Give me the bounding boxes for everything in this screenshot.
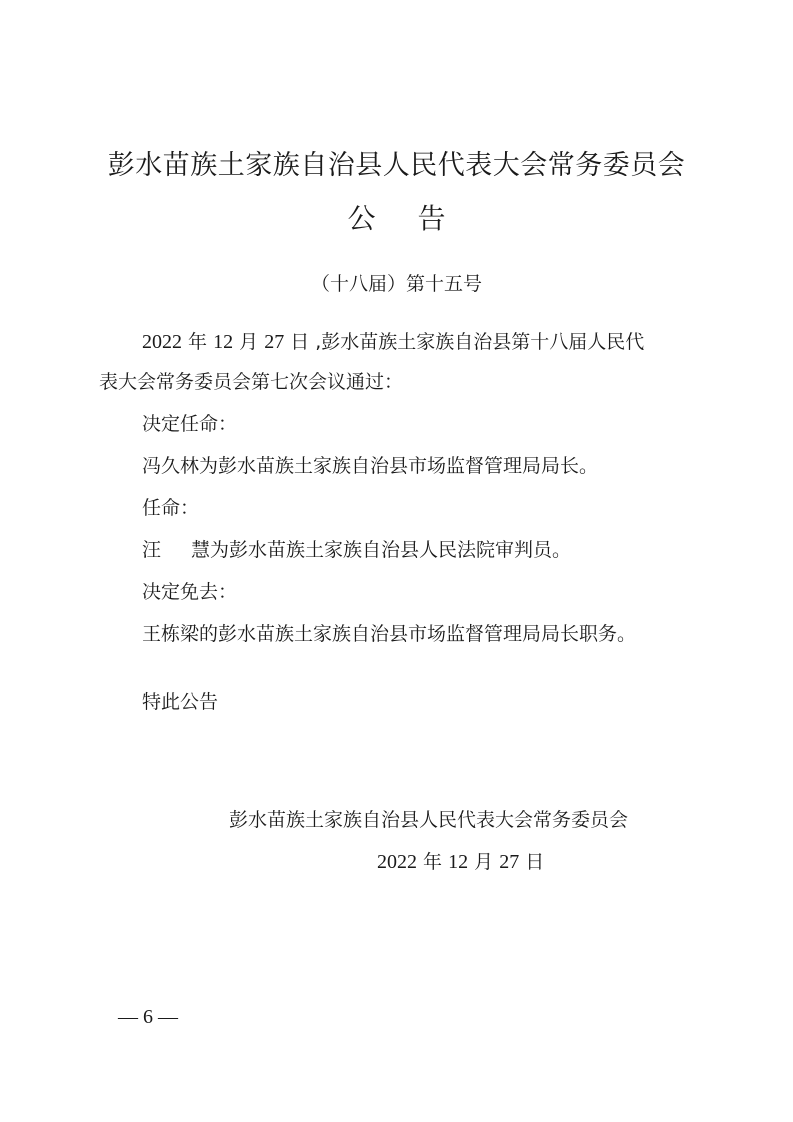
appoint-name-part1: 汪 <box>142 539 162 561</box>
appoint-label: 任命： <box>142 497 200 519</box>
subtitle-char-2: 告 <box>417 202 446 235</box>
intro-year: 2022 <box>142 331 182 353</box>
date-month: 12 <box>448 851 469 873</box>
date-year-unit: 年 <box>417 851 449 873</box>
document-subtitle <box>0 203 793 235</box>
subtitle-char-1: 公 <box>347 202 376 235</box>
intro-year-unit: 年 <box>182 331 214 353</box>
intro-paragraph-line2: 表大会常务委员会第七次会议通过： <box>99 371 404 393</box>
intro-month-unit: 月 <box>233 331 265 353</box>
document-title: 彭水苗族土家族自治县人民代表大会常务委员会 <box>107 150 686 181</box>
remove-label: 决定免去： <box>142 581 238 603</box>
appoint-name-part2: 慧为彭水苗族土家族自治县人民法院审判员。 <box>191 539 572 561</box>
intro-day: 27 <box>264 331 285 353</box>
intro-paragraph-line1 <box>142 328 644 356</box>
document-number: （十八届）第十五号 <box>310 273 482 295</box>
date-month-unit: 月 <box>468 851 500 873</box>
date-day: 27 <box>499 851 520 873</box>
appoint-item <box>142 536 571 564</box>
page-number: — 6 — <box>118 1006 178 1028</box>
decide-appoint-label: 决定任命： <box>142 413 238 435</box>
date-day-unit: 日 <box>519 851 545 873</box>
remove-item: 王栋梁的彭水苗族土家族自治县市场监督管理局局长职务。 <box>142 623 637 645</box>
date-year: 2022 <box>377 851 417 873</box>
decide-appoint-item: 冯久林为彭水苗族土家族自治县市场监督管理局局长。 <box>142 455 599 477</box>
closing-statement: 特此公告 <box>142 691 219 713</box>
signature-date <box>377 848 544 876</box>
signature-organization: 彭水苗族土家族自治县人民代表大会常务委员会 <box>229 809 629 831</box>
intro-month: 12 <box>213 331 234 353</box>
intro-rest: 日 ,彭水苗族土家族自治县第十八届人民代 <box>284 331 645 353</box>
